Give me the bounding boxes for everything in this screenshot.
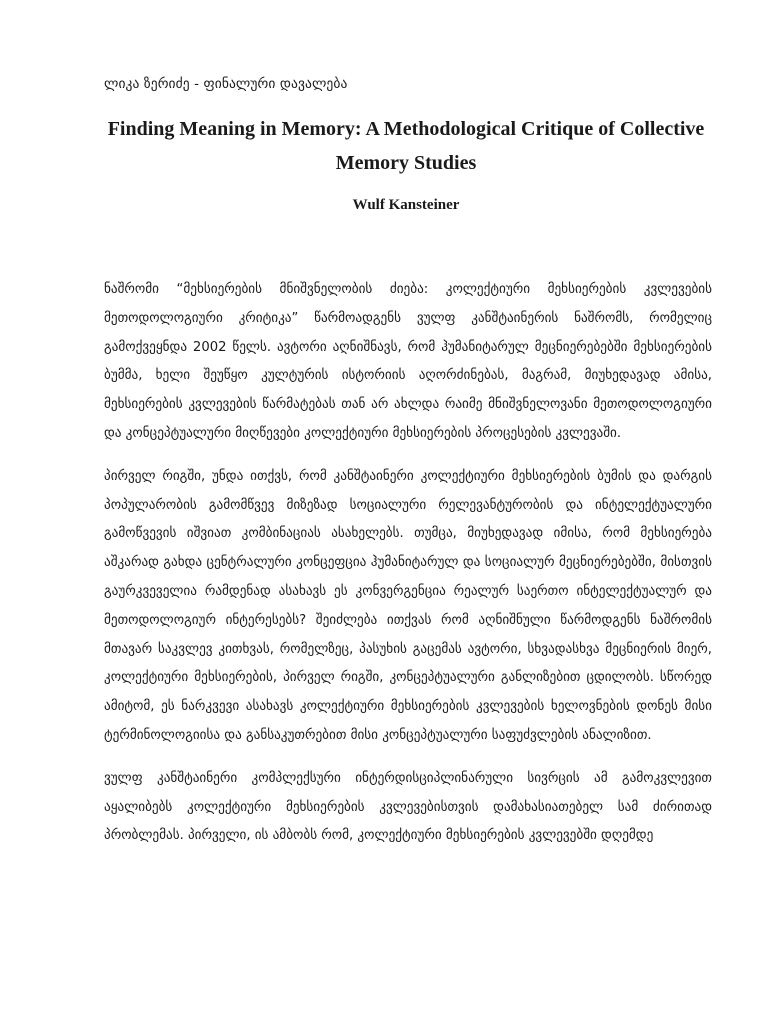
document-body — [104, 276, 712, 851]
paragraph-2: პირველ რიგში, უნდა ითქვს, რომ კანშტაინერი კოლექტიური მეხსიერების ბუმის და დარგის პოპულარობის გამომწვევ მიზეზად სოციალური რელევანტურობის და ინტელექტუალური გამოწვევის იშვიათ კომბინაციას ასახელებს. თუმცა, მიუხედავად იმისა, რომ მეხსიერება აშკარად გახდა ცენტრალური კონცეფცია ჰუმანიტარულ და სოციალურ მეცნიერებებში, მისთვის გაურკვეველია რამდენად ასახავს ეს კონვერგენცია რეალურ საერთო ინტელექტუალურ და მეთოდოლოგიურ ინტერესებს? შეიძლება ითქვას რომ აღნიშნული წარმოდგენს ნაშრომის მთავარ საკვლევ კითხვას, რომელზეც, პასუხის გაცემას ავტორი, სხვადასხვა მეცნიერის მიერ, კოლექტიური მეხსიერების, პირველ რიგში, კონცეპტუალური განლიზებით ცდილობს. სწორედ ამიტომ, ეს ნარკვევი ასახავს კოლექტიური მეხსიერების კვლევების ხელოვნების დონეს მისი ტერმინოლოგიისა და განსაკუთრებით მისი კონცეპტუალური საფუძვლების ანალიზით. — [104, 468, 712, 743]
document-author: Wulf Kansteiner — [352, 197, 460, 213]
author-assignment-line: ლიკა ზერიძე - ფინალური დავალება — [104, 76, 348, 92]
paragraph-1: ნაშრომი “მეხსიერების მნიშვნელობის ძიება: კოლექტიური მეხსიერების კვლევების მეთოდოლოგიური კრიტიკა” წარმოადგენს ვულფ კანშტაინერის ნაშრომს, რომელიც გამოქვეყნდა 2002 წელს. ავტორი აღნიშნავს, რომ ჰუმანიტარულ მეცნიერებებში მეხსიერების ბუმმა, ხელი შეუწყო კულტურის ისტორიის აღორძინებას, მაგრამ, მიუხედავად ამისა, მეხსიერების კვლევების წარმატებას თან არ ახლდა რაიმე მნიშვნელოვანი მეთოდოლოგიური და კონცეპტუალური მიღწევები კოლექტიური მეხსიერების პროცესების კვლევაში. — [104, 282, 712, 441]
document-title: Finding Meaning in Memory: A Methodological Critique of Collective Memory Studies — [107, 118, 705, 174]
paragraph-3: ვულფ კანშტაინერი კომპლექსური ინტერდისციპლინარული სივრცის ამ გამოკვლევით აყალიბებს კოლექტიური მეხსიერების კვლევებისთვის დამახასიათებელ სამ ძირითად პრობლემას. პირველი, ის ამბობს რომ, კოლექტიური მეხსიერების კვლევებში დღემდე — [104, 770, 712, 844]
